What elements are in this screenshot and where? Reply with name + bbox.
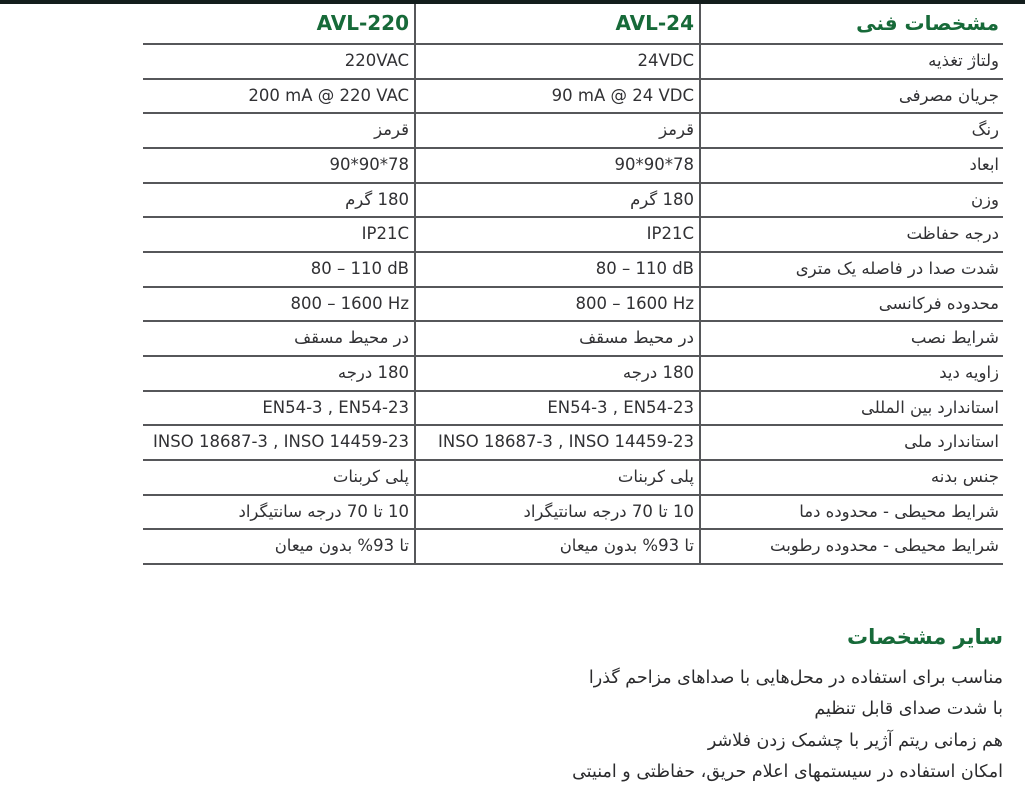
spec-label: شرایط محیطی - محدوده رطوبت — [770, 536, 999, 556]
spec-value-avl220: پلی کربنات — [143, 461, 416, 494]
table-row-viewing-angle — [143, 357, 1003, 392]
spec-value-avl220: 200 mA @ 220 VAC — [143, 80, 416, 113]
column-header-specs-title: مشخصات فنی — [856, 11, 999, 35]
spec-label: وزن — [970, 189, 999, 209]
table-row-color — [143, 114, 1003, 149]
spec-value-avl220: 180 گرم — [143, 184, 416, 217]
spec-value-avl220: 180 درجه — [143, 357, 416, 390]
other-spec-item: مناسب برای استفاده در محل‌هایی با صداهای مزاحم گذرا — [588, 668, 1003, 688]
spec-value-avl24: قرمز — [416, 114, 701, 147]
other-specs-title: سایر مشخصات — [847, 625, 1003, 649]
spec-value-avl220: قرمز — [143, 114, 416, 147]
spec-value-avl24: 80 – 110 dB — [416, 253, 701, 286]
spec-label: شرایط محیطی - محدوده دما — [799, 501, 999, 521]
technical-specs-table — [143, 4, 1003, 565]
spec-value-avl24: پلی کربنات — [416, 461, 701, 494]
table-row-frequency-range — [143, 288, 1003, 323]
spec-value-avl24: IP21C — [416, 218, 701, 251]
spec-label: استاندارد بین المللی — [860, 397, 999, 417]
spec-value-avl24: 180 درجه — [416, 357, 701, 390]
spec-label: جریان مصرفی — [898, 85, 999, 105]
table-row-international-standard — [143, 392, 1003, 427]
spec-value-avl220: IP21C — [143, 218, 416, 251]
spec-label: جنس بدنه — [930, 466, 999, 486]
spec-value-avl220: INSO 18687-3 , INSO 14459-23 — [143, 426, 416, 459]
table-row-dimensions — [143, 149, 1003, 184]
other-spec-item: با شدت صدای قابل تنظیم — [814, 699, 1003, 720]
table-row-weight — [143, 184, 1003, 219]
spec-value-avl220: 90*90*78 — [143, 149, 416, 182]
spec-value-avl220: 220VAC — [143, 45, 416, 78]
spec-value-avl24: 10 تا 70 درجه سانتیگراد — [416, 496, 701, 529]
spec-value-avl24: 24VDC — [416, 45, 701, 78]
table-row-current-consumption — [143, 80, 1003, 115]
table-row-national-standard — [143, 426, 1003, 461]
spec-label: شرایط نصب — [910, 328, 999, 348]
spec-value-avl24: 90*90*78 — [416, 149, 701, 182]
spec-label: محدوده فرکانسی — [878, 293, 999, 313]
other-spec-item: امکان استفاده در سیستمهای اعلام حریق، حفاظتی و امنیتی — [572, 762, 1003, 783]
other-specs-section — [383, 622, 1003, 789]
spec-label: ولتاژ تغذیه — [928, 51, 999, 70]
spec-value-avl220: 10 تا 70 درجه سانتیگراد — [143, 496, 416, 529]
column-header-avl24: AVL-24 — [416, 4, 701, 43]
table-row-protection-rating — [143, 218, 1003, 253]
spec-value-avl24: 90 mA @ 24 VDC — [416, 80, 701, 113]
spec-label: درجه حفاظت — [906, 224, 999, 244]
spec-value-avl24: تا 93% بدون میعان — [416, 530, 701, 563]
spec-value-avl24: EN54-3 , EN54-23 — [416, 392, 701, 425]
spec-label: زاویه دید — [939, 362, 999, 382]
other-spec-item: هم زمانی ریتم آژیر با چشمک زدن فلاشر — [707, 730, 1003, 751]
spec-value-avl24: INSO 18687-3 , INSO 14459-23 — [416, 426, 701, 459]
column-header-avl220: AVL-220 — [143, 4, 416, 43]
spec-value-avl24: 180 گرم — [416, 184, 701, 217]
spec-value-avl220: 80 – 110 dB — [143, 253, 416, 286]
spec-value-avl220: تا 93% بدون میعان — [143, 530, 416, 563]
table-row-temperature-range — [143, 496, 1003, 531]
table-row-humidity-range — [143, 530, 1003, 565]
spec-label: ابعاد — [969, 154, 999, 174]
table-header-row — [143, 4, 1003, 45]
spec-value-avl220: EN54-3 , EN54-23 — [143, 392, 416, 425]
spec-value-avl220: 800 – 1600 Hz — [143, 288, 416, 321]
table-row-installation-conditions — [143, 322, 1003, 357]
table-row-body-material — [143, 461, 1003, 496]
spec-value-avl220: در محیط مسقف — [143, 322, 416, 355]
spec-label: شدت صدا در فاصله یک متری — [795, 258, 999, 278]
spec-value-avl24: 800 – 1600 Hz — [416, 288, 701, 321]
table-row-supply-voltage — [143, 45, 1003, 80]
spec-label: رنگ — [971, 120, 999, 140]
table-row-sound-level — [143, 253, 1003, 288]
spec-value-avl24: در محیط مسقف — [416, 322, 701, 355]
spec-label: استاندارد ملی — [904, 432, 999, 452]
